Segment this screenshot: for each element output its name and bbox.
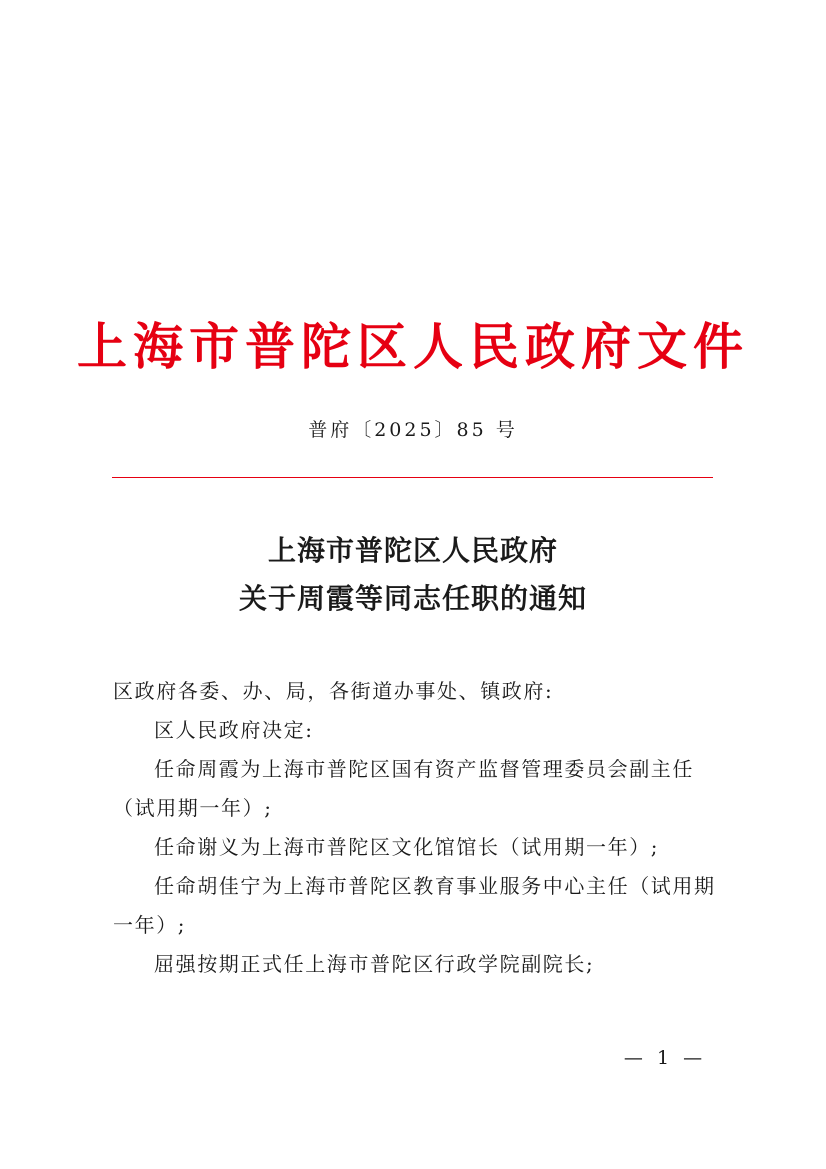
paragraph-appointment-3: 任命胡佳宁为上海市普陀区教育事业服务中心主任（试用期一年）; xyxy=(113,874,716,937)
paragraph-appointment-4: 屈强按期正式任上海市普陀区行政学院副院长; xyxy=(154,952,595,976)
paragraph-appointment-1: 任命周霞为上海市普陀区国有资产监督管理委员会副主任（试用期一年）; xyxy=(113,757,694,820)
notice-title-line-1: 上海市普陀区人民政府 xyxy=(267,534,558,567)
notice-body xyxy=(113,672,725,984)
paragraph-decision: 区人民政府决定: xyxy=(154,718,314,742)
salutation: 区政府各委、办、局，各街道办事处、镇政府: xyxy=(113,679,554,703)
notice-title-line-2: 关于周霞等同志任职的通知 xyxy=(238,582,587,615)
page-number: — 1 — xyxy=(623,1047,707,1069)
notice-title xyxy=(0,527,826,623)
red-separator-line xyxy=(112,477,713,478)
document-number: 普府〔2025〕85 号 xyxy=(308,419,518,441)
masthead-title: 上海市普陀区人民政府文件 xyxy=(77,317,749,376)
paragraph-appointment-2: 任命谢义为上海市普陀区文化馆馆长（试用期一年）; xyxy=(154,835,660,859)
